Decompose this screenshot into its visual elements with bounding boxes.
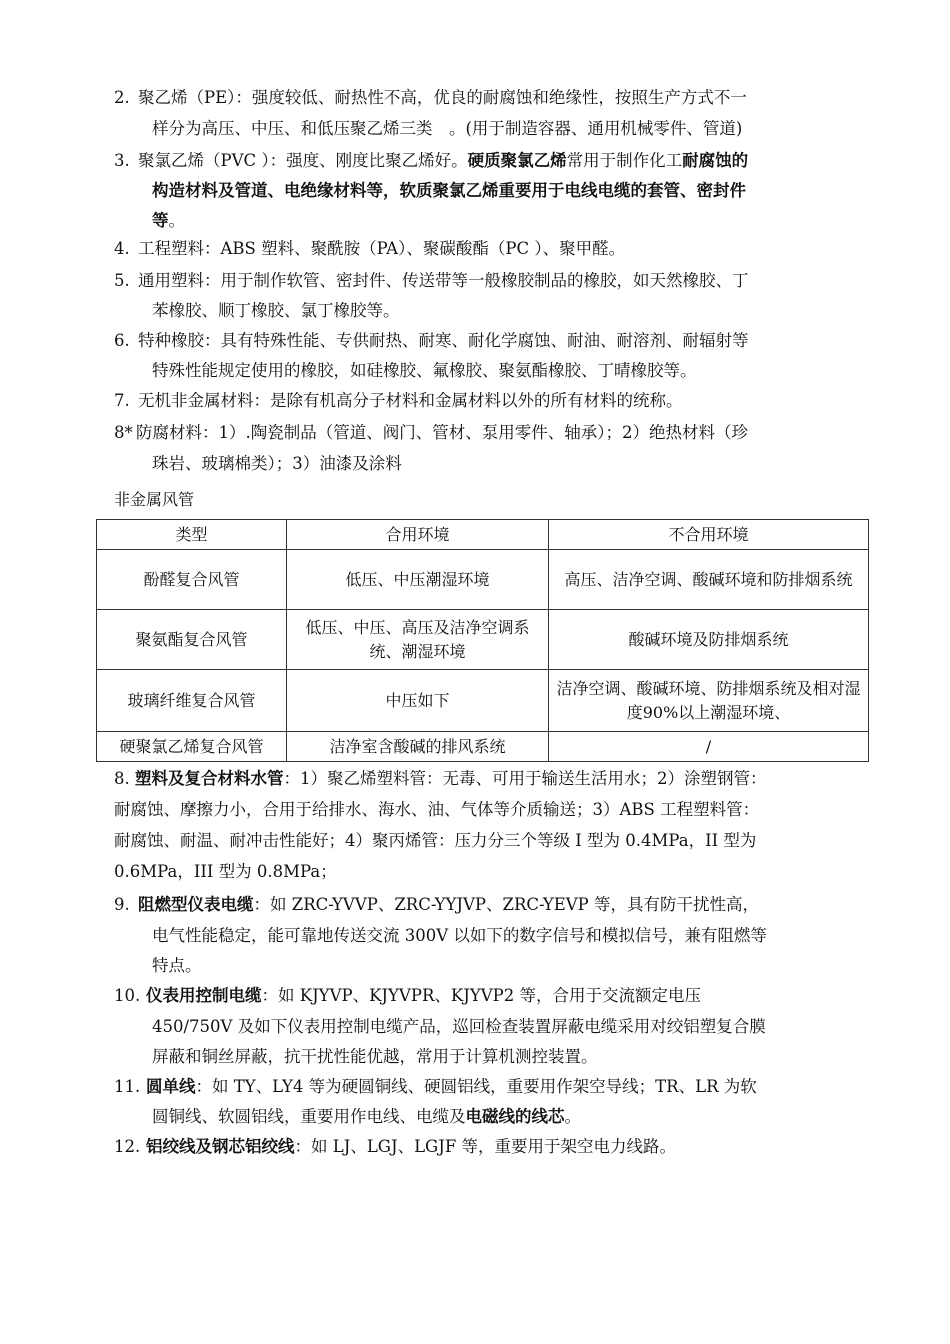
cell-type: 玻璃纤维复合风管 xyxy=(97,670,287,732)
item-number: 6. xyxy=(114,331,130,350)
text-line: 通用塑料：用于制作软管、密封件、传送带等一般橡胶制品的橡胶，如天然橡胶、丁 xyxy=(138,271,749,290)
cell-suitable: 洁净室含酸碱的排风系统 xyxy=(287,732,549,762)
text-line: 样分为高压、中压、和低压聚乙烯三类 。(用于制造容器、通用机械零件、管道) xyxy=(152,119,743,138)
text-line: 特殊性能规定使用的橡胶，如硅橡胶、氟橡胶、聚氨酯橡胶、丁晴橡胶等。 xyxy=(152,361,697,380)
text-line: 耐腐蚀、耐温、耐冲击性能好；4）聚丙烯管：压力分三个等级 I 型为 0.4MPa，II 型为 xyxy=(114,831,757,850)
text-line: 聚氯乙烯（PVC ）：强度、刚度比聚乙烯好。硬质聚氯乙烯常用于制作化工耐腐蚀的 xyxy=(138,151,749,170)
cell-suitable: 中压如下 xyxy=(287,670,549,732)
cell-unsuitable: / xyxy=(549,732,869,762)
cell-type: 聚氨酯复合风管 xyxy=(97,610,287,670)
table-row xyxy=(97,610,869,670)
text-line: 圆铜线、软圆铝线，重要用作电线、电缆及电磁线的线芯。 xyxy=(152,1107,581,1126)
table-header-row xyxy=(97,520,869,550)
column-header-type: 类型 xyxy=(97,520,287,550)
text-line: 苯橡胶、顺丁橡胶、氯丁橡胶等。 xyxy=(152,301,400,320)
item-number: 10. xyxy=(114,986,141,1005)
table-row xyxy=(97,732,869,762)
text-line: 无机非金属材料：是除有机高分子材料和金属材料以外的所有材料的统称。 xyxy=(138,391,683,410)
text-line: 阻燃型仪表电缆：如 ZRC-YVVP、ZRC-YYJVP、ZRC-YEVP 等，具有防干扰性高， xyxy=(138,895,760,914)
text-line: 工程塑料：ABS 塑料、聚酰胺（PA）、聚碳酸酯（PC ）、聚甲醛。 xyxy=(138,239,626,258)
text-line: 铝绞线及钢芯铝绞线：如 LJ、LGJ、LGJF 等，重要用于架空电力线路。 xyxy=(146,1137,677,1156)
item-number: 4. xyxy=(114,239,130,258)
table-heading: 非金属风管 xyxy=(114,490,195,509)
text-line: 珠岩、玻璃棉类）；3）油漆及涂料 xyxy=(152,454,402,473)
text-line: 8. 塑料及复合材料水管：1）聚乙烯塑料管：无毒、可用于输送生活用水；2）涂塑钢管： xyxy=(114,769,767,788)
column-header-suitable: 合用环境 xyxy=(287,520,549,550)
item-number: 2. xyxy=(114,88,130,107)
cell-suitable: 低压、中压潮湿环境 xyxy=(287,550,549,610)
text-line: 聚乙烯（PE）：强度较低、耐热性不高，优良的耐腐蚀和绝缘性，按照生产方式不一 xyxy=(138,88,747,107)
text-line: 450/750V 及如下仪表用控制电缆产品，巡回检查装置屏蔽电缆采用对绞铝塑复合膜 xyxy=(152,1017,766,1036)
item-number: 7. xyxy=(114,391,130,410)
text-line: 0.6MPa，III 型为 0.8MPa； xyxy=(114,862,337,881)
item-number: 8* xyxy=(114,423,133,442)
item-number: 5. xyxy=(114,271,130,290)
text-line: 特点。 xyxy=(152,956,202,975)
nonmetal-duct-table xyxy=(96,519,869,762)
text-line: 等。 xyxy=(152,211,185,230)
cell-type: 硬聚氯乙烯复合风管 xyxy=(97,732,287,762)
text-line: 构造材料及管道、电绝缘材料等，软质聚氯乙烯重要用于电线电缆的套管、密封件 xyxy=(152,181,746,200)
item-number: 3. xyxy=(114,151,130,170)
item-number: 9. xyxy=(114,895,130,914)
text-line: 屏蔽和铜丝屏蔽，抗干扰性能优越，常用于计算机测控装置。 xyxy=(152,1047,598,1066)
table-row xyxy=(97,670,869,732)
text-line: 仪表用控制电缆：如 KJYVP、KJYVPR、KJYVP2 等，合用于交流额定电压 xyxy=(146,986,701,1005)
column-header-unsuitable: 不合用环境 xyxy=(549,520,869,550)
item-number: 12. xyxy=(114,1137,141,1156)
cell-unsuitable: 酸碱环境及防排烟系统 xyxy=(549,610,869,670)
cell-type: 酚醛复合风管 xyxy=(97,550,287,610)
cell-unsuitable: 洁净空调、酸碱环境、防排烟系统及相对湿度90%以上潮湿环境、 xyxy=(549,670,869,732)
item-number: 8. xyxy=(114,769,130,788)
cell-unsuitable: 高压、洁净空调、酸碱环境和防排烟系统 xyxy=(549,550,869,610)
table-row xyxy=(97,550,869,610)
text-line: 特种橡胶：具有特殊性能、专供耐热、耐寒、耐化学腐蚀、耐油、耐溶剂、耐辐射等 xyxy=(138,331,749,350)
text-line: 耐腐蚀、摩擦力小，合用于给排水、海水、油、气体等介质输送；3）ABS 工程塑料管： xyxy=(114,800,760,819)
cell-suitable: 低压、中压、高压及洁净空调系统、潮湿环境 xyxy=(287,610,549,670)
text-line: 圆单线：如 TY、LY4 等为硬圆铜线、硬圆铝线，重要用作架空导线；TR、LR 为软 xyxy=(146,1077,757,1096)
text-line: 防腐材料：1）.陶瓷制品（管道、阀门、管材、泵用零件、轴承）；2）绝热材料（珍 xyxy=(136,423,748,442)
text-line: 电气性能稳定，能可靠地传送交流 300V 以如下的数字信号和模拟信号，兼有阻燃等 xyxy=(152,926,767,945)
item-number: 11. xyxy=(114,1077,141,1096)
